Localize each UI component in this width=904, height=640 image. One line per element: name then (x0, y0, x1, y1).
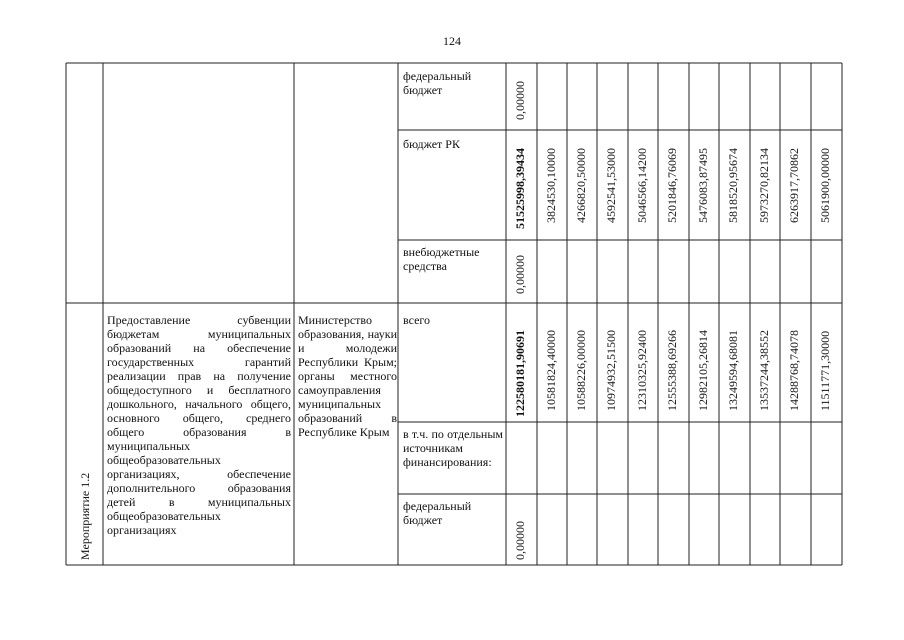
year-value: 5476083,87495 (696, 148, 710, 223)
year-value: 12555388,69266 (665, 330, 679, 411)
year-value: 6263917,70862 (787, 148, 801, 223)
year-value: 13249594,68081 (726, 330, 740, 411)
year-value: 10581824,40000 (544, 330, 558, 411)
year-value: 11511771,30000 (818, 330, 832, 411)
year-value: 12982105,26814 (696, 330, 710, 411)
source-extrabudgetary: внебюджетные средства (403, 245, 480, 273)
year-value: 5046566,14200 (635, 148, 649, 223)
total-value: 122580181,90691 (513, 330, 527, 417)
total-value: 0,00000 (513, 255, 527, 294)
year-value: 12310325,92400 (635, 330, 649, 411)
year-value: 5973270,82134 (757, 148, 771, 223)
total-value: 51525998,39434 (513, 148, 527, 229)
year-value: 14288768,74078 (787, 330, 801, 411)
source-total: всего (403, 313, 431, 327)
year-value: 4266820,50000 (574, 148, 588, 223)
source-rk-budget: бюджет РК (403, 137, 460, 151)
page-number: 124 (443, 34, 461, 48)
measure-executor: Министерство образования, науки и молодежи Республики Крым; органы местного самоуправления муниципальных образований в Республике Крым (298, 313, 397, 439)
source-federal-budget-top: федеральный бюджет (403, 69, 472, 97)
year-value: 3824530,10000 (544, 148, 558, 223)
year-value: 5061900,00000 (818, 148, 832, 223)
year-value: 10588226,00000 (574, 330, 588, 411)
year-value: 13537244,38552 (757, 330, 771, 411)
year-value: 5201846,76069 (665, 148, 679, 223)
year-value: 4592541,53000 (604, 148, 618, 223)
source-federal-budget-measure: федеральный бюджет (403, 499, 472, 527)
measure-description: Предоставление субвенции бюджетам муниципальных образований на обеспечение государственных гарантий реализации прав на получение общедоступного и бесплатного дошкольного, начального общего, основного общего, среднего общего образования в муниципальных общеобразовательных организациях, обеспечение дополнительного образования детей в муниципальных общеобразовательных организациях (107, 313, 291, 537)
source-by-sources: в т.ч. по отдельным источникам финансирования: (403, 427, 503, 469)
total-value: 0,00000 (513, 521, 527, 560)
year-value: 5818520,95674 (726, 148, 740, 223)
total-value: 0,00000 (513, 81, 527, 120)
measure-label: Мероприятие 1.2 (78, 472, 92, 560)
year-value: 10974932,51500 (604, 330, 618, 411)
